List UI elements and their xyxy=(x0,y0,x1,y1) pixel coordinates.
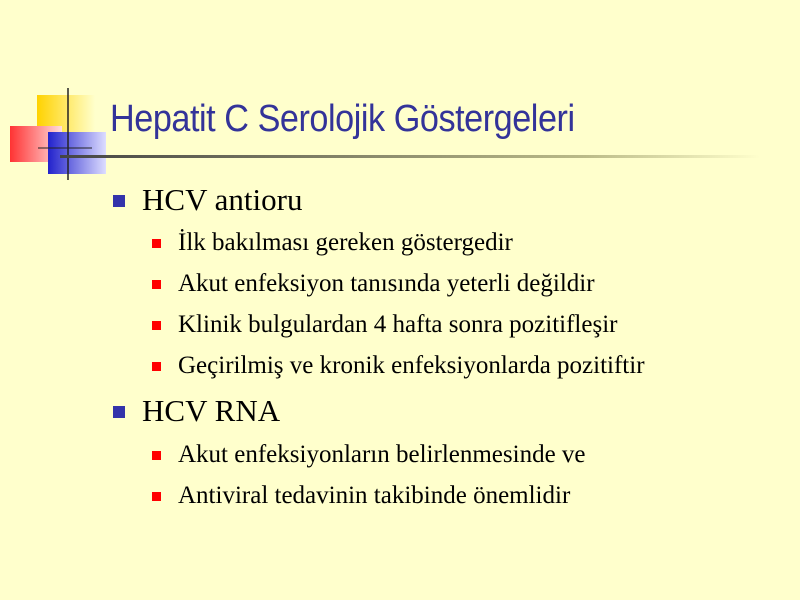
list-item: İlk bakılması gereken göstergedir xyxy=(178,229,513,256)
bullet-square-icon xyxy=(152,451,161,460)
bullet-square-icon xyxy=(152,362,161,371)
decorative-squares-logo xyxy=(0,0,120,190)
bullet-square-icon xyxy=(152,321,161,330)
list-item: Antiviral tedavinin takibinde önemlidir xyxy=(178,482,571,509)
section-heading: HCV RNA xyxy=(142,393,281,428)
bullet-square-icon xyxy=(113,406,125,418)
list-item: Geçirilmiş ve kronik enfeksiyonlarda pozitiftir xyxy=(178,352,645,379)
bullet-square-icon xyxy=(152,492,161,501)
bullet-square-icon xyxy=(152,280,161,289)
slide-title: Hepatit C Serolojik Göstergeleri xyxy=(110,98,575,140)
list-item: Klinik bulgulardan 4 hafta sonra pozitifleşir xyxy=(178,311,618,338)
list-item: Akut enfeksiyonların belirlenmesinde ve xyxy=(178,441,586,468)
list-item: Akut enfeksiyon tanısında yeterli değildir xyxy=(178,270,595,297)
section-heading: HCV antioru xyxy=(142,182,303,217)
title-underline xyxy=(60,155,760,158)
bullet-square-icon xyxy=(152,239,161,248)
bullet-square-icon xyxy=(113,195,125,207)
